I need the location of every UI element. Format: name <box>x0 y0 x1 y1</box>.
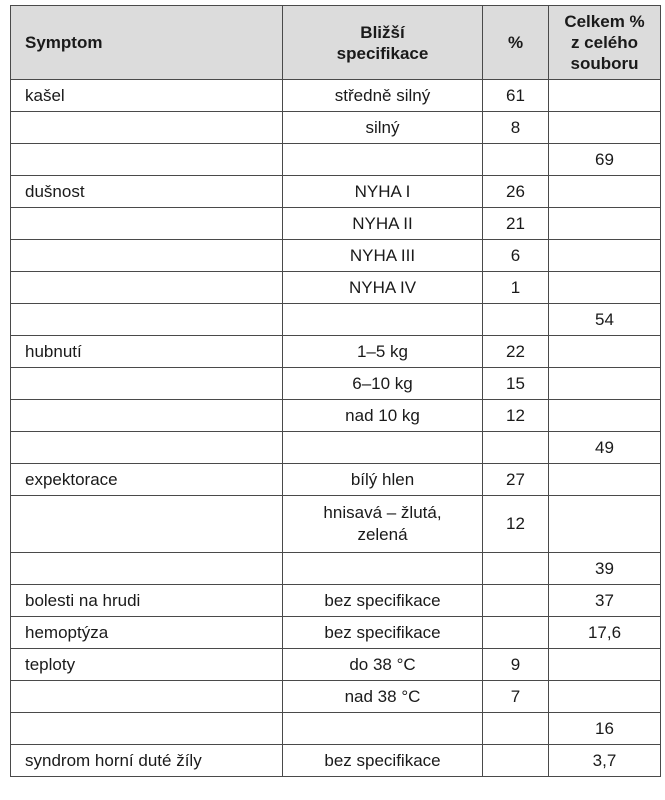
cell-percent: 22 <box>483 336 549 368</box>
cell-percent: 12 <box>483 496 549 553</box>
cell-symptom <box>11 112 283 144</box>
cell-percent: 6 <box>483 240 549 272</box>
cell-percent <box>483 553 549 585</box>
cell-symptom <box>11 208 283 240</box>
cell-total-percent: 49 <box>549 432 661 464</box>
cell-total-percent <box>549 649 661 681</box>
cell-specification: NYHA III <box>283 240 483 272</box>
table-body <box>11 80 661 777</box>
symptom-table <box>10 5 661 777</box>
cell-total-percent <box>549 368 661 400</box>
cell-percent: 61 <box>483 80 549 112</box>
cell-total-percent <box>549 464 661 496</box>
table-row <box>11 144 661 176</box>
cell-percent: 9 <box>483 649 549 681</box>
cell-specification: bez specifikace <box>283 617 483 649</box>
table-row <box>11 585 661 617</box>
symptom-table-container <box>10 5 660 777</box>
table-row <box>11 208 661 240</box>
header-row <box>11 6 661 80</box>
cell-specification: NYHA IV <box>283 272 483 304</box>
table-row <box>11 713 661 745</box>
cell-specification: nad 38 °C <box>283 681 483 713</box>
cell-total-percent: 3,7 <box>549 745 661 777</box>
cell-specification: 1–5 kg <box>283 336 483 368</box>
cell-percent <box>483 144 549 176</box>
cell-percent: 8 <box>483 112 549 144</box>
table-row <box>11 112 661 144</box>
cell-symptom: bolesti na hrudi <box>11 585 283 617</box>
table-row <box>11 649 661 681</box>
cell-symptom: syndrom horní duté žíly <box>11 745 283 777</box>
cell-symptom <box>11 240 283 272</box>
cell-total-percent: 17,6 <box>549 617 661 649</box>
cell-percent <box>483 585 549 617</box>
cell-percent: 1 <box>483 272 549 304</box>
cell-total-percent <box>549 112 661 144</box>
cell-symptom: hubnutí <box>11 336 283 368</box>
cell-percent: 27 <box>483 464 549 496</box>
cell-percent <box>483 304 549 336</box>
cell-total-percent <box>549 336 661 368</box>
cell-specification <box>283 144 483 176</box>
table-row <box>11 368 661 400</box>
cell-symptom <box>11 368 283 400</box>
cell-percent <box>483 432 549 464</box>
cell-symptom <box>11 272 283 304</box>
cell-percent: 12 <box>483 400 549 432</box>
cell-symptom: expektorace <box>11 464 283 496</box>
cell-percent <box>483 745 549 777</box>
table-row <box>11 240 661 272</box>
cell-total-percent <box>549 176 661 208</box>
cell-symptom <box>11 553 283 585</box>
cell-specification: NYHA II <box>283 208 483 240</box>
cell-percent: 15 <box>483 368 549 400</box>
cell-symptom: dušnost <box>11 176 283 208</box>
cell-symptom <box>11 496 283 553</box>
cell-total-percent: 37 <box>549 585 661 617</box>
cell-symptom: kašel <box>11 80 283 112</box>
cell-total-percent <box>549 80 661 112</box>
cell-specification: bez specifikace <box>283 585 483 617</box>
cell-percent: 26 <box>483 176 549 208</box>
cell-total-percent <box>549 240 661 272</box>
cell-specification: bez specifikace <box>283 745 483 777</box>
cell-symptom <box>11 681 283 713</box>
cell-total-percent <box>549 208 661 240</box>
table-row <box>11 272 661 304</box>
cell-total-percent <box>549 272 661 304</box>
cell-specification: do 38 °C <box>283 649 483 681</box>
cell-symptom: teploty <box>11 649 283 681</box>
table-row <box>11 464 661 496</box>
table-row <box>11 745 661 777</box>
cell-total-percent: 54 <box>549 304 661 336</box>
cell-percent <box>483 713 549 745</box>
cell-specification: středně silný <box>283 80 483 112</box>
table-row <box>11 496 661 553</box>
table-row <box>11 400 661 432</box>
cell-symptom: hemoptýza <box>11 617 283 649</box>
cell-specification: hnisavá – žlutá, zelená <box>283 496 483 553</box>
cell-symptom <box>11 144 283 176</box>
table-row <box>11 304 661 336</box>
header-total-percent: Celkem % z celého souboru <box>549 6 661 80</box>
cell-symptom <box>11 432 283 464</box>
table-row <box>11 176 661 208</box>
table-row <box>11 681 661 713</box>
cell-specification <box>283 553 483 585</box>
table-header <box>11 6 661 80</box>
header-percent: % <box>483 6 549 80</box>
cell-specification: bílý hlen <box>283 464 483 496</box>
cell-total-percent: 39 <box>549 553 661 585</box>
cell-total-percent <box>549 400 661 432</box>
header-specification: Bližší specifikace <box>283 6 483 80</box>
table-row <box>11 553 661 585</box>
cell-total-percent <box>549 496 661 553</box>
cell-symptom <box>11 400 283 432</box>
cell-specification: nad 10 kg <box>283 400 483 432</box>
cell-specification: 6–10 kg <box>283 368 483 400</box>
table-row <box>11 617 661 649</box>
cell-symptom <box>11 713 283 745</box>
cell-specification <box>283 304 483 336</box>
cell-specification <box>283 432 483 464</box>
cell-specification: silný <box>283 112 483 144</box>
cell-total-percent: 69 <box>549 144 661 176</box>
table-row <box>11 80 661 112</box>
cell-symptom <box>11 304 283 336</box>
cell-percent <box>483 617 549 649</box>
cell-percent: 21 <box>483 208 549 240</box>
cell-specification <box>283 713 483 745</box>
cell-total-percent: 16 <box>549 713 661 745</box>
cell-percent: 7 <box>483 681 549 713</box>
table-row <box>11 336 661 368</box>
table-row <box>11 432 661 464</box>
header-symptom: Symptom <box>11 6 283 80</box>
cell-total-percent <box>549 681 661 713</box>
cell-specification: NYHA I <box>283 176 483 208</box>
